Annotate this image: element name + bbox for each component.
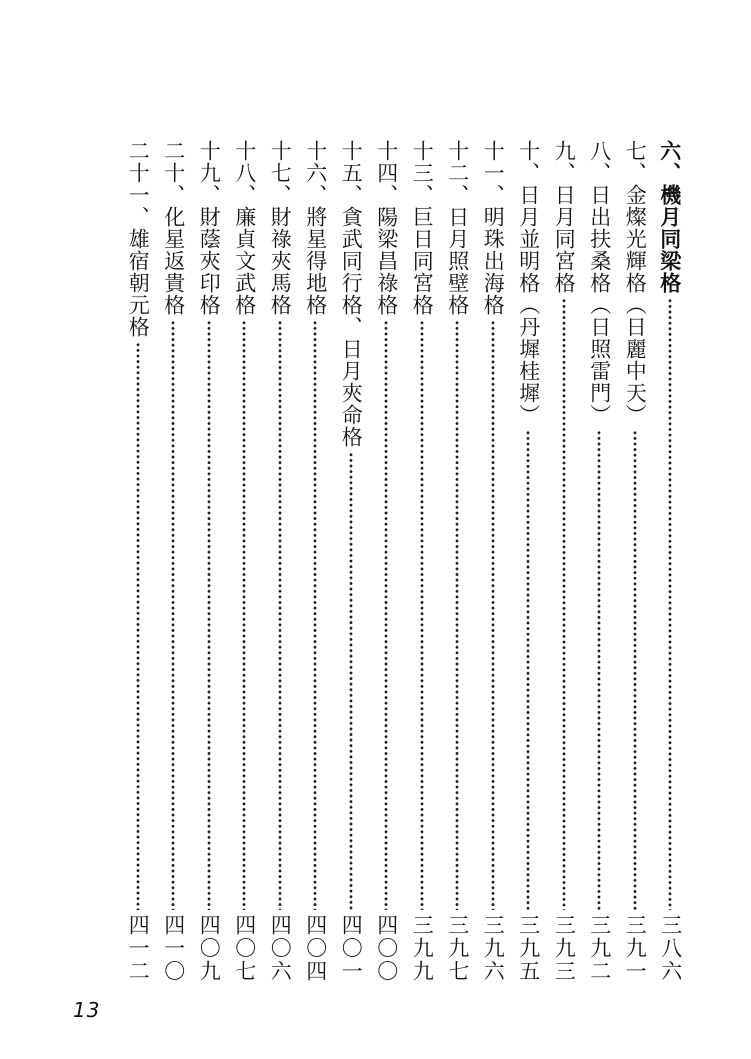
- dot-leader: [313, 320, 317, 910]
- toc-entry-title: 七、金燦光輝格（日麗中天）: [623, 140, 648, 426]
- table-of-contents: [68, 140, 688, 990]
- toc-entry-page: 三九三: [552, 914, 577, 983]
- toc-entry-page: 四〇九: [197, 914, 222, 983]
- toc-entry: [120, 140, 156, 990]
- toc-entry: [582, 140, 618, 990]
- dot-leader: [668, 298, 672, 910]
- toc-entry-page: 四〇七: [232, 914, 257, 983]
- toc-entry-page: 三九一: [623, 914, 648, 983]
- toc-entry-page: 四〇六: [268, 914, 293, 983]
- dot-leader: [171, 320, 175, 910]
- dot-leader: [633, 430, 637, 910]
- toc-entry-title: 二十、化星返貴格: [161, 140, 186, 316]
- toc-entry-title: 十七、財祿夾馬格: [268, 140, 293, 316]
- toc-entry-page: 四〇四: [303, 914, 328, 983]
- dot-leader: [491, 320, 495, 910]
- toc-entry-title: 十一、明珠出海格: [481, 140, 506, 316]
- toc-entry: [262, 140, 298, 990]
- toc-entry-title: 六、機月同梁格: [657, 140, 683, 294]
- toc-entry: [369, 140, 405, 990]
- toc-entry: [511, 140, 547, 990]
- toc-entry: [191, 140, 227, 990]
- toc-entry-title: 十四、陽梁昌祿格: [374, 140, 399, 316]
- toc-entry-title: 九、日月同宮格: [552, 140, 577, 294]
- toc-entry-title: 十九、財蔭夾印格: [197, 140, 222, 316]
- toc-entry-title: 十六、將星得地格: [303, 140, 328, 316]
- page-number: 13: [73, 998, 101, 1022]
- toc-entry: [653, 140, 689, 990]
- dot-leader: [349, 452, 353, 910]
- toc-entry-title: 十、日月並明格（丹墀桂墀）: [516, 140, 541, 426]
- toc-entry-page: 三九二: [587, 914, 612, 983]
- toc-entry-page: 三九九: [410, 914, 435, 983]
- toc-entry-page: 三八六: [658, 914, 683, 983]
- toc-entry: [475, 140, 511, 990]
- toc-entry-page: 三九六: [481, 914, 506, 983]
- toc-entry-page: 四一二: [126, 914, 151, 983]
- toc-entry: [404, 140, 440, 990]
- toc-entry-title: 八、日出扶桑格（日照雷門）: [587, 140, 612, 426]
- toc-entry-title: 二十一、雄宿朝元格: [126, 140, 151, 338]
- dot-leader: [278, 320, 282, 910]
- toc-entry-page: 四〇一: [339, 914, 364, 983]
- toc-entry: [156, 140, 192, 990]
- toc-entry-title: 十三、巨日同宮格: [410, 140, 435, 316]
- dot-leader: [597, 430, 601, 910]
- toc-entry: [440, 140, 476, 990]
- toc-entry: [227, 140, 263, 990]
- toc-entry-title: 十五、貪武同行格、日月夾命格: [339, 140, 364, 448]
- dot-leader: [384, 320, 388, 910]
- toc-entry-title: 十八、廉貞文武格: [232, 140, 257, 316]
- dot-leader: [455, 320, 459, 910]
- dot-leader: [207, 320, 211, 910]
- toc-entry-page: 四〇〇: [374, 914, 399, 983]
- toc-entry: [333, 140, 369, 990]
- toc-entry-page: 四一〇: [161, 914, 186, 983]
- toc-entry-page: 三九五: [516, 914, 541, 983]
- dot-leader: [242, 320, 246, 910]
- dot-leader: [136, 342, 140, 910]
- toc-entry-page: 三九七: [445, 914, 470, 983]
- toc-entry: [298, 140, 334, 990]
- dot-leader: [562, 298, 566, 910]
- dot-leader: [420, 320, 424, 910]
- dot-leader: [526, 430, 530, 910]
- toc-entry: [546, 140, 582, 990]
- toc-entry-title: 十二、日月照壁格: [445, 140, 470, 316]
- toc-entry: [617, 140, 653, 990]
